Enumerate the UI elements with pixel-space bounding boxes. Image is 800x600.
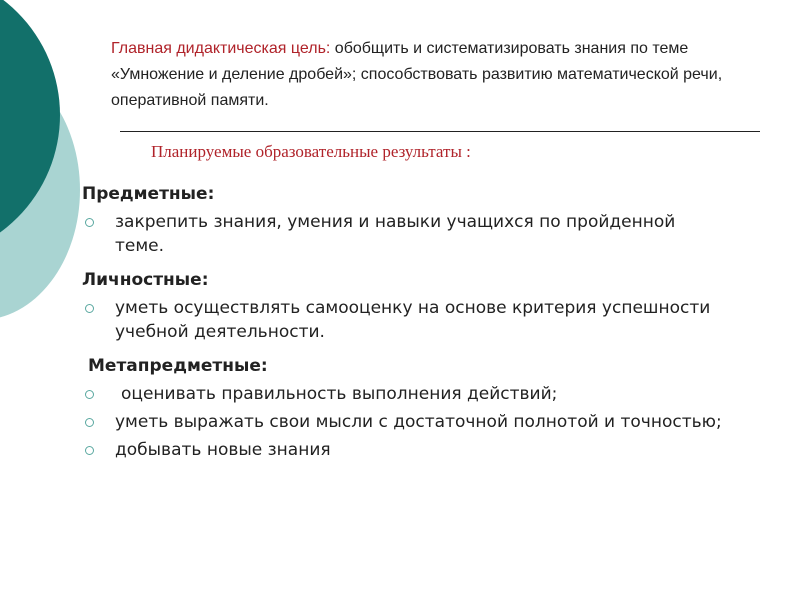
- section-heading-personal: Личностные:: [82, 270, 209, 290]
- planned-results-title: Планируемые образовательные результаты :: [151, 142, 471, 161]
- circle-bullet-icon: [85, 418, 94, 427]
- list-item: [82, 296, 722, 344]
- divider-line: [120, 131, 760, 132]
- list-item-text: уметь выражать свои мысли с достаточной полнотой и точностью;: [115, 412, 722, 432]
- section-heading-subject: Предметные:: [82, 184, 215, 204]
- results-content: [82, 178, 722, 468]
- list-item-text: добывать новые знания: [115, 440, 331, 460]
- circle-bullet-icon: [85, 218, 94, 227]
- list-item: [82, 410, 722, 434]
- circle-bullet-icon: [85, 446, 94, 455]
- circle-bullet-icon: [85, 304, 94, 313]
- didactic-goal: [111, 36, 771, 114]
- goal-text: обобщить и систематизировать знания по теме «Умножение и деление дробей»; способствовать развитию математической речи, оперативной памяти.: [111, 40, 723, 109]
- list-item: [82, 382, 722, 406]
- subject-list: [82, 210, 722, 258]
- circle-bullet-icon: [85, 390, 94, 399]
- list-item-text: закрепить знания, умения и навыки учащихся по пройденной теме.: [115, 212, 676, 256]
- personal-list: [82, 296, 722, 344]
- list-item-text: уметь осуществлять самооценку на основе критерия успешности учебной деятельности.: [115, 298, 711, 342]
- list-item: [82, 438, 722, 462]
- metasubject-list: [82, 382, 722, 462]
- goal-label: Главная дидактическая цель:: [111, 40, 331, 57]
- section-heading-metasubject: Метапредметные:: [88, 356, 268, 376]
- list-item-text: оценивать правильность выполнения действий;: [121, 384, 558, 404]
- list-item: [82, 210, 722, 258]
